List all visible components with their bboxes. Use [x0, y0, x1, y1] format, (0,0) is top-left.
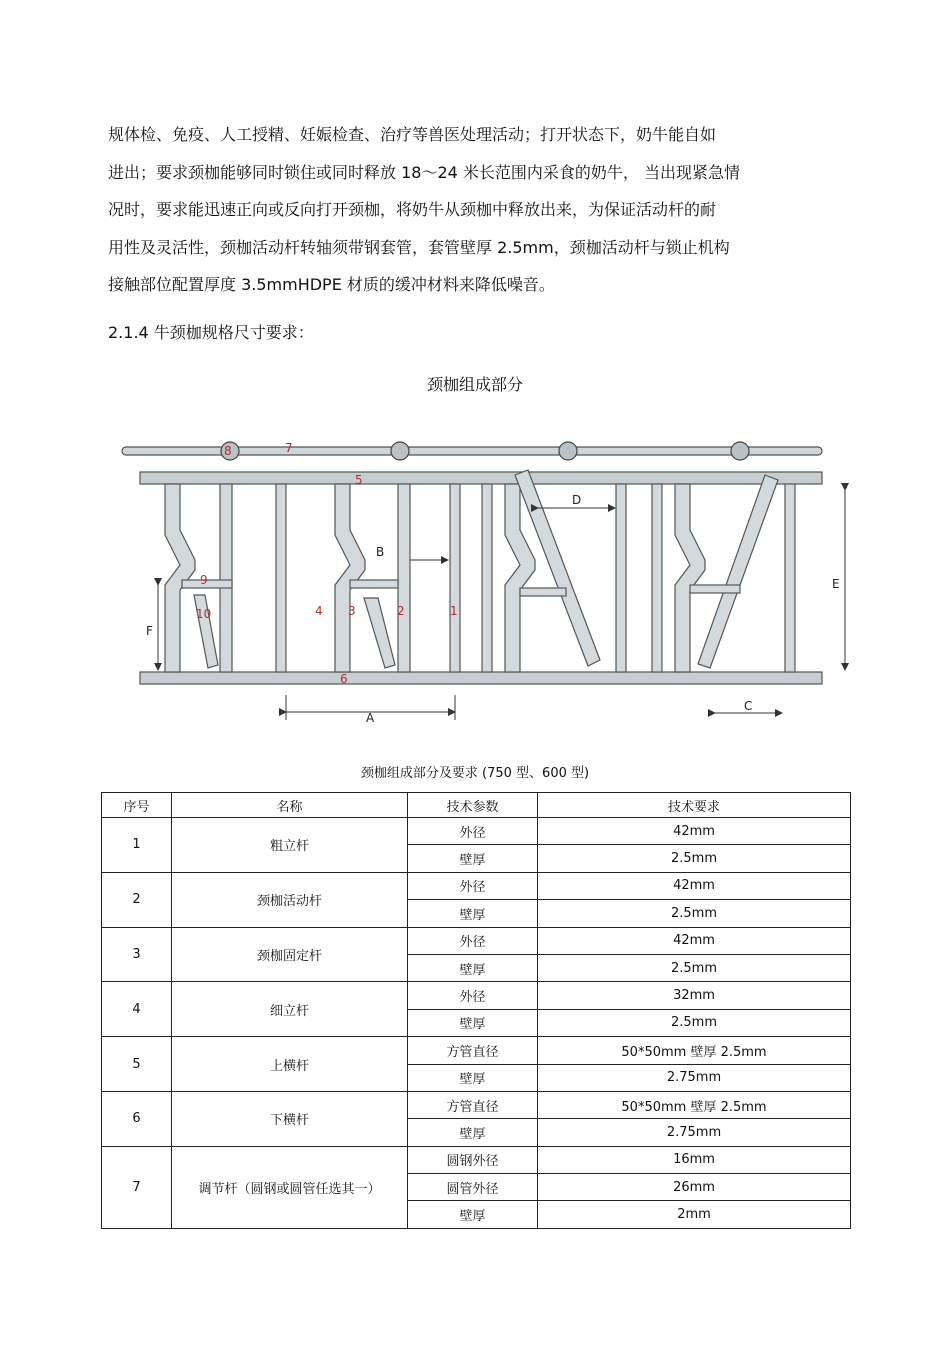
requirement-cell: 26mm	[538, 1174, 851, 1201]
dim-B: B	[376, 545, 385, 559]
section-heading: 2.1.4 牛颈枷规格尺寸要求：	[108, 323, 314, 342]
header-cell: 技术要求	[538, 793, 851, 818]
requirement-cell: 2.5mm	[538, 900, 851, 927]
spec-table	[101, 792, 851, 1229]
table-row	[102, 982, 851, 1009]
table-row	[102, 872, 851, 899]
stanchion-units	[165, 470, 778, 672]
parameter-cell: 外径	[408, 982, 538, 1009]
parameter-cell: 外径	[408, 818, 538, 845]
label-4: 4	[315, 604, 323, 618]
label-7: 7	[285, 441, 293, 455]
dim-C: C	[744, 699, 753, 713]
parameter-cell: 圆钢外径	[408, 1146, 538, 1173]
label-1: 1	[450, 604, 458, 618]
requirement-cell: 42mm	[538, 872, 851, 899]
parameter-cell: 壁厚	[408, 1009, 538, 1036]
headlock-drawing	[110, 420, 865, 733]
item-name-cell: 上横杆	[172, 1037, 408, 1092]
item-number-cell: 5	[102, 1037, 172, 1092]
requirement-cell: 42mm	[538, 927, 851, 954]
table-row	[102, 1091, 851, 1118]
item-name-cell: 下横杆	[172, 1091, 408, 1146]
item-name-cell: 颈枷活动杆	[172, 872, 408, 927]
requirement-cell: 2.5mm	[538, 1009, 851, 1036]
paragraph-line: 进出；要求颈枷能够同时锁住或同时释放 18～24 米长范围内采食的奶牛， 当出现紧急情	[108, 162, 740, 182]
parameter-cell: 壁厚	[408, 1064, 538, 1091]
item-number-cell: 7	[102, 1146, 172, 1228]
item-number-cell: 2	[102, 872, 172, 927]
label-3: 3	[348, 604, 356, 618]
header-cell: 技术参数	[408, 793, 538, 818]
requirement-cell: 2.75mm	[538, 1119, 851, 1146]
label-9: 9	[200, 573, 208, 587]
label-5: 5	[355, 473, 363, 487]
paragraph-line: 况时，要求能迅速正向或反向打开颈枷，将奶牛从颈枷中释放出来，为保证活动杆的耐	[108, 200, 717, 219]
requirement-cell: 2.75mm	[538, 1064, 851, 1091]
parameter-cell: 壁厚	[408, 1201, 538, 1228]
label-2: 2	[397, 604, 405, 618]
table-row	[102, 927, 851, 954]
upper-crossbar	[140, 472, 822, 484]
requirement-cell: 50*50mm 壁厚 2.5mm	[538, 1037, 851, 1064]
dim-A: A	[366, 711, 375, 725]
header-cell: 名称	[172, 793, 408, 818]
item-name-cell: 颈枷固定杆	[172, 927, 408, 982]
label-8: 8	[224, 444, 232, 458]
item-number-cell: 1	[102, 818, 172, 873]
requirement-cell: 2.5mm	[538, 954, 851, 981]
headlock-diagram	[110, 420, 865, 733]
item-name-cell: 调节杆（圆钢或圆管任选其一）	[172, 1146, 408, 1228]
dim-D: D	[572, 493, 582, 507]
parameter-cell: 圆管外径	[408, 1174, 538, 1201]
table-header-row	[102, 793, 851, 818]
parameter-cell: 方管直径	[408, 1037, 538, 1064]
item-number-cell: 6	[102, 1091, 172, 1146]
paragraph-line: 用性及灵活性，颈枷活动杆转轴须带钢套管，套管壁厚 2.5mm，颈枷活动杆与锁止机构	[108, 237, 730, 257]
requirement-cell: 16mm	[538, 1146, 851, 1173]
label-10: 10	[196, 607, 212, 621]
parameter-cell: 外径	[408, 872, 538, 899]
paragraph-line: 接触部位配置厚度 3.5mmHDPE 材质的缓冲材料来降低噪音。	[108, 275, 555, 294]
paragraph-line: 规体检、免疫、人工授精、妊娠检查、治疗等兽医处理活动；打开状态下，奶牛能自如	[108, 125, 717, 144]
parameter-cell: 壁厚	[408, 845, 538, 872]
lower-crossbar	[140, 672, 822, 684]
parameter-cell: 壁厚	[408, 954, 538, 981]
requirement-cell: 50*50mm 壁厚 2.5mm	[538, 1091, 851, 1118]
table-row	[102, 1146, 851, 1173]
item-name-cell: 粗立杆	[172, 818, 408, 873]
table-row	[102, 818, 851, 845]
requirement-cell: 2.5mm	[538, 845, 851, 872]
dim-E: E	[832, 577, 840, 591]
requirement-cell: 32mm	[538, 982, 851, 1009]
parameter-cell: 壁厚	[408, 1119, 538, 1146]
item-number-cell: 4	[102, 982, 172, 1037]
label-6: 6	[340, 672, 348, 686]
parameter-cell: 壁厚	[408, 900, 538, 927]
table-row	[102, 1037, 851, 1064]
parameter-cell: 外径	[408, 927, 538, 954]
requirement-cell: 2mm	[538, 1201, 851, 1228]
body-paragraph	[108, 116, 848, 304]
parameter-cell: 方管直径	[408, 1091, 538, 1118]
dim-F: F	[146, 624, 153, 638]
requirement-cell: 42mm	[538, 818, 851, 845]
table-caption: 颈枷组成部分及要求 (750 型、600 型)	[360, 766, 590, 781]
header-cell: 序号	[102, 793, 172, 818]
item-number-cell: 3	[102, 927, 172, 982]
item-name-cell: 细立杆	[172, 982, 408, 1037]
figure-title: 颈枷组成部分	[426, 375, 523, 394]
